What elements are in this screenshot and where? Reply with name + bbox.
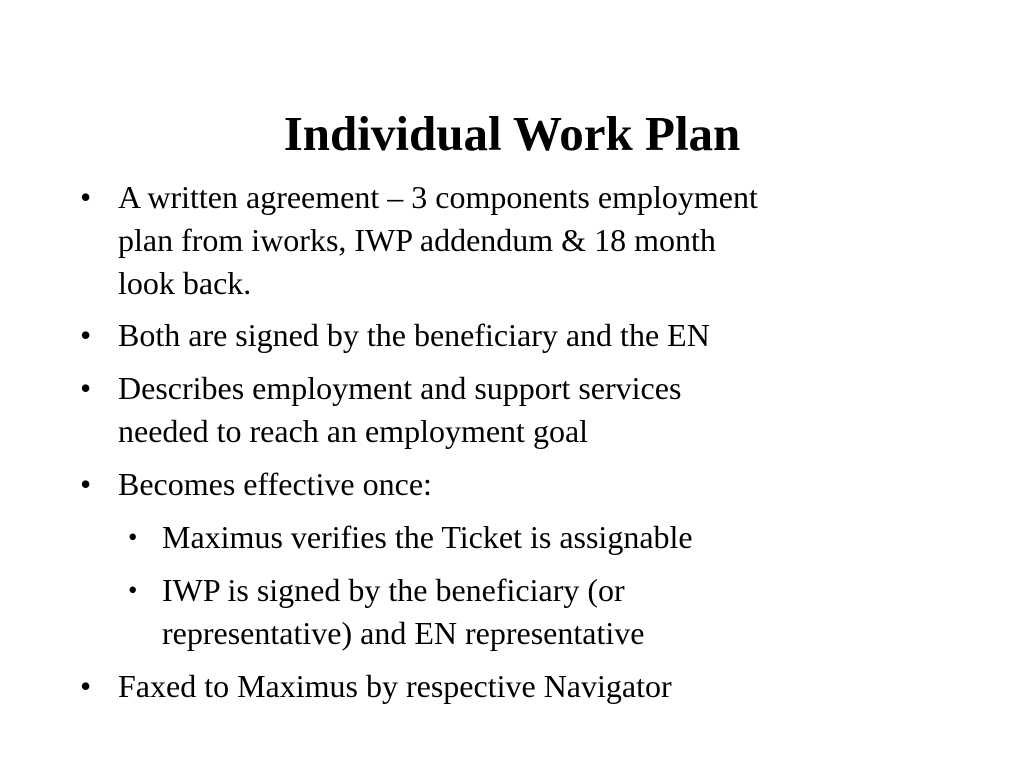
bullet-text-line: representative) and EN representative	[162, 615, 645, 651]
bullet-text-line: Faxed to Maximus by respective Navigator	[118, 668, 672, 704]
bullet-text-line: Both are signed by the beneficiary and the EN	[118, 317, 710, 353]
bullet-text-line: IWP is signed by the beneficiary (or	[162, 572, 625, 608]
bullet-icon: •	[80, 370, 92, 406]
bullet-text-line: Becomes effective once:	[118, 466, 432, 502]
bullet-text-line: plan from iworks, IWP addendum & 18 month	[118, 222, 716, 258]
bullet-text	[118, 367, 681, 453]
bullet-icon: •	[80, 466, 92, 502]
bullet-text-line: A written agreement – 3 components employment	[118, 179, 758, 215]
bullet-text-line: Maximus verifies the Ticket is assignable	[162, 519, 693, 555]
bullet-text	[118, 463, 432, 506]
bullet-text-line: needed to reach an employment goal	[118, 413, 589, 449]
bullet-text	[118, 314, 710, 357]
bullet-text	[118, 665, 672, 708]
slide-title: Individual Work Plan	[283, 106, 741, 161]
bullet-icon: •	[80, 668, 92, 704]
bullet-text-line: look back.	[118, 265, 252, 301]
bullet-icon: •	[80, 317, 92, 353]
bullet-icon: •	[128, 522, 138, 552]
bullet-text	[162, 569, 644, 655]
bullet-text	[162, 516, 693, 559]
bullet-icon: •	[128, 575, 138, 605]
bullet-text	[118, 176, 758, 305]
bullet-text-line: Describes employment and support services	[118, 370, 682, 406]
bullet-icon: •	[80, 179, 92, 215]
